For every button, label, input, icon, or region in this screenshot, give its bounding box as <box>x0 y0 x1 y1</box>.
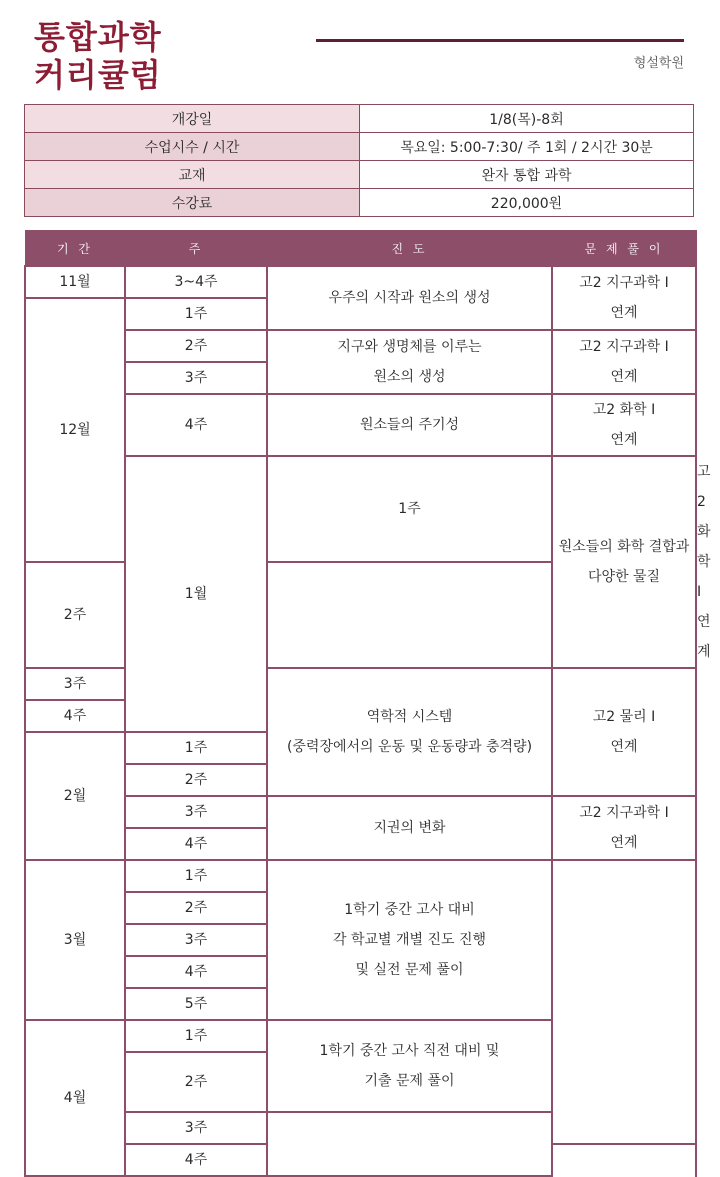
progress-text: 1학기 중간 고사 직전 대비 및 <box>319 1043 500 1059</box>
progress-cell <box>267 1020 552 1112</box>
progress-cell-empty <box>267 1112 552 1176</box>
table-row <box>25 796 696 828</box>
problems-text: 고2 화학 I <box>592 402 656 418</box>
problems-text: 연계 <box>610 835 638 851</box>
page-title <box>34 18 162 94</box>
problems-text: 연계 <box>610 369 638 385</box>
problems-text: 고2 지구과학 I <box>579 805 669 821</box>
progress-cell <box>267 394 552 456</box>
progress-text: 지구와 생명체를 이루는 <box>337 339 482 355</box>
week-cell: 2주 <box>25 562 125 668</box>
academy-name: 형설학원 <box>633 56 684 71</box>
month-cell: 1월 <box>125 456 267 732</box>
header-row <box>25 231 696 267</box>
table-row <box>25 394 696 456</box>
week-cell: 2주 <box>125 764 267 796</box>
week-cell: 3주 <box>125 796 267 828</box>
month-cell: 3월 <box>25 860 125 1020</box>
problems-text: 고2 화학 I <box>697 464 711 600</box>
progress-text: (중력장에서의 운동 및 운동량과 충격량) <box>286 739 533 755</box>
progress-cell <box>267 266 552 330</box>
problems-text: 연계 <box>610 432 638 448</box>
problems-cell <box>552 796 696 860</box>
week-cell: 3주 <box>125 1112 267 1144</box>
table-row <box>25 330 696 362</box>
problems-text: 연계 <box>610 739 638 755</box>
info-value: 목요일: 5:00-7:30/ 주 1회 / 2시간 30분 <box>360 133 694 161</box>
progress-text: 원소들의 화학 결합과 <box>558 539 690 555</box>
progress-text: 기출 문제 풀이 <box>364 1073 455 1089</box>
problems-cell <box>552 266 696 330</box>
title-line-1: 통합과학 <box>34 18 162 56</box>
week-cell: 3주 <box>25 668 125 700</box>
progress-cell <box>267 796 552 860</box>
week-cell: 3주 <box>125 362 267 394</box>
week-cell: 1주 <box>267 456 552 562</box>
column-header-week: 주 <box>125 231 267 267</box>
problems-text: 고2 물리 I <box>592 709 656 725</box>
progress-cell <box>552 456 696 668</box>
title-line-2: 커리큘럼 <box>34 56 162 94</box>
week-cell: 4주 <box>25 700 125 732</box>
progress-text: 각 학교별 개별 진도 진행 <box>332 932 487 948</box>
progress-cell <box>267 330 552 394</box>
info-label: 수강료 <box>25 189 360 217</box>
week-cell: 1주 <box>125 860 267 892</box>
week-cell: 3~4주 <box>125 266 267 298</box>
table-row <box>25 266 696 298</box>
column-header-period: 기 간 <box>25 231 125 267</box>
week-cell: 3주 <box>125 924 267 956</box>
week-cell: 2주 <box>125 1052 267 1112</box>
info-value: 완자 통합 과학 <box>360 161 694 189</box>
progress-text: 다양한 물질 <box>587 569 661 585</box>
week-cell: 2주 <box>125 330 267 362</box>
info-label: 교재 <box>25 161 360 189</box>
title-rule <box>316 39 684 42</box>
progress-text: 원소의 생성 <box>373 369 446 385</box>
info-row <box>25 105 694 133</box>
progress-text: 및 실전 문제 풀이 <box>355 962 464 978</box>
info-value: 1/8(목)-8회 <box>360 105 694 133</box>
week-cell: 2주 <box>125 892 267 924</box>
month-cell: 11월 <box>25 266 125 298</box>
info-row <box>25 161 694 189</box>
progress-cell <box>267 860 552 1020</box>
table-row <box>25 860 696 892</box>
course-info-table <box>24 104 694 217</box>
table-row <box>25 456 696 562</box>
progress-text: 지권의 변화 <box>373 820 446 836</box>
problems-cell <box>552 330 696 394</box>
week-cell: 4주 <box>125 828 267 860</box>
problems-text: 연계 <box>697 614 711 660</box>
week-cell: 1주 <box>125 1020 267 1052</box>
progress-text: 원소들의 주기성 <box>359 417 460 433</box>
progress-text: 역학적 시스템 <box>366 709 453 725</box>
info-row <box>25 189 694 217</box>
info-label: 수업시수 / 시간 <box>25 133 360 161</box>
info-value: 220,000원 <box>360 189 694 217</box>
week-cell: 1주 <box>125 298 267 330</box>
problems-cell-empty <box>552 860 696 1144</box>
problems-cell <box>552 668 696 796</box>
column-header-progress: 진 도 <box>267 231 552 267</box>
month-cell: 2월 <box>25 732 125 860</box>
problems-cell <box>552 394 696 456</box>
problems-text: 고2 지구과학 I <box>579 339 669 355</box>
progress-text: 1학기 중간 고사 대비 <box>344 902 475 918</box>
progress-cell <box>267 668 552 796</box>
week-cell: 4주 <box>125 394 267 456</box>
info-label: 개강일 <box>25 105 360 133</box>
info-row <box>25 133 694 161</box>
curriculum-table <box>24 230 711 1177</box>
problems-text: 연계 <box>610 305 638 321</box>
month-cell: 12월 <box>25 298 125 562</box>
progress-text: 우주의 시작과 원소의 생성 <box>328 290 491 306</box>
week-cell: 1주 <box>125 732 267 764</box>
month-cell: 4월 <box>25 1020 125 1176</box>
week-cell: 4주 <box>125 956 267 988</box>
problems-text: 고2 지구과학 I <box>579 275 669 291</box>
column-header-problems: 문 제 풀 이 <box>552 231 696 267</box>
week-cell: 4주 <box>125 1144 267 1176</box>
week-cell: 5주 <box>125 988 267 1020</box>
